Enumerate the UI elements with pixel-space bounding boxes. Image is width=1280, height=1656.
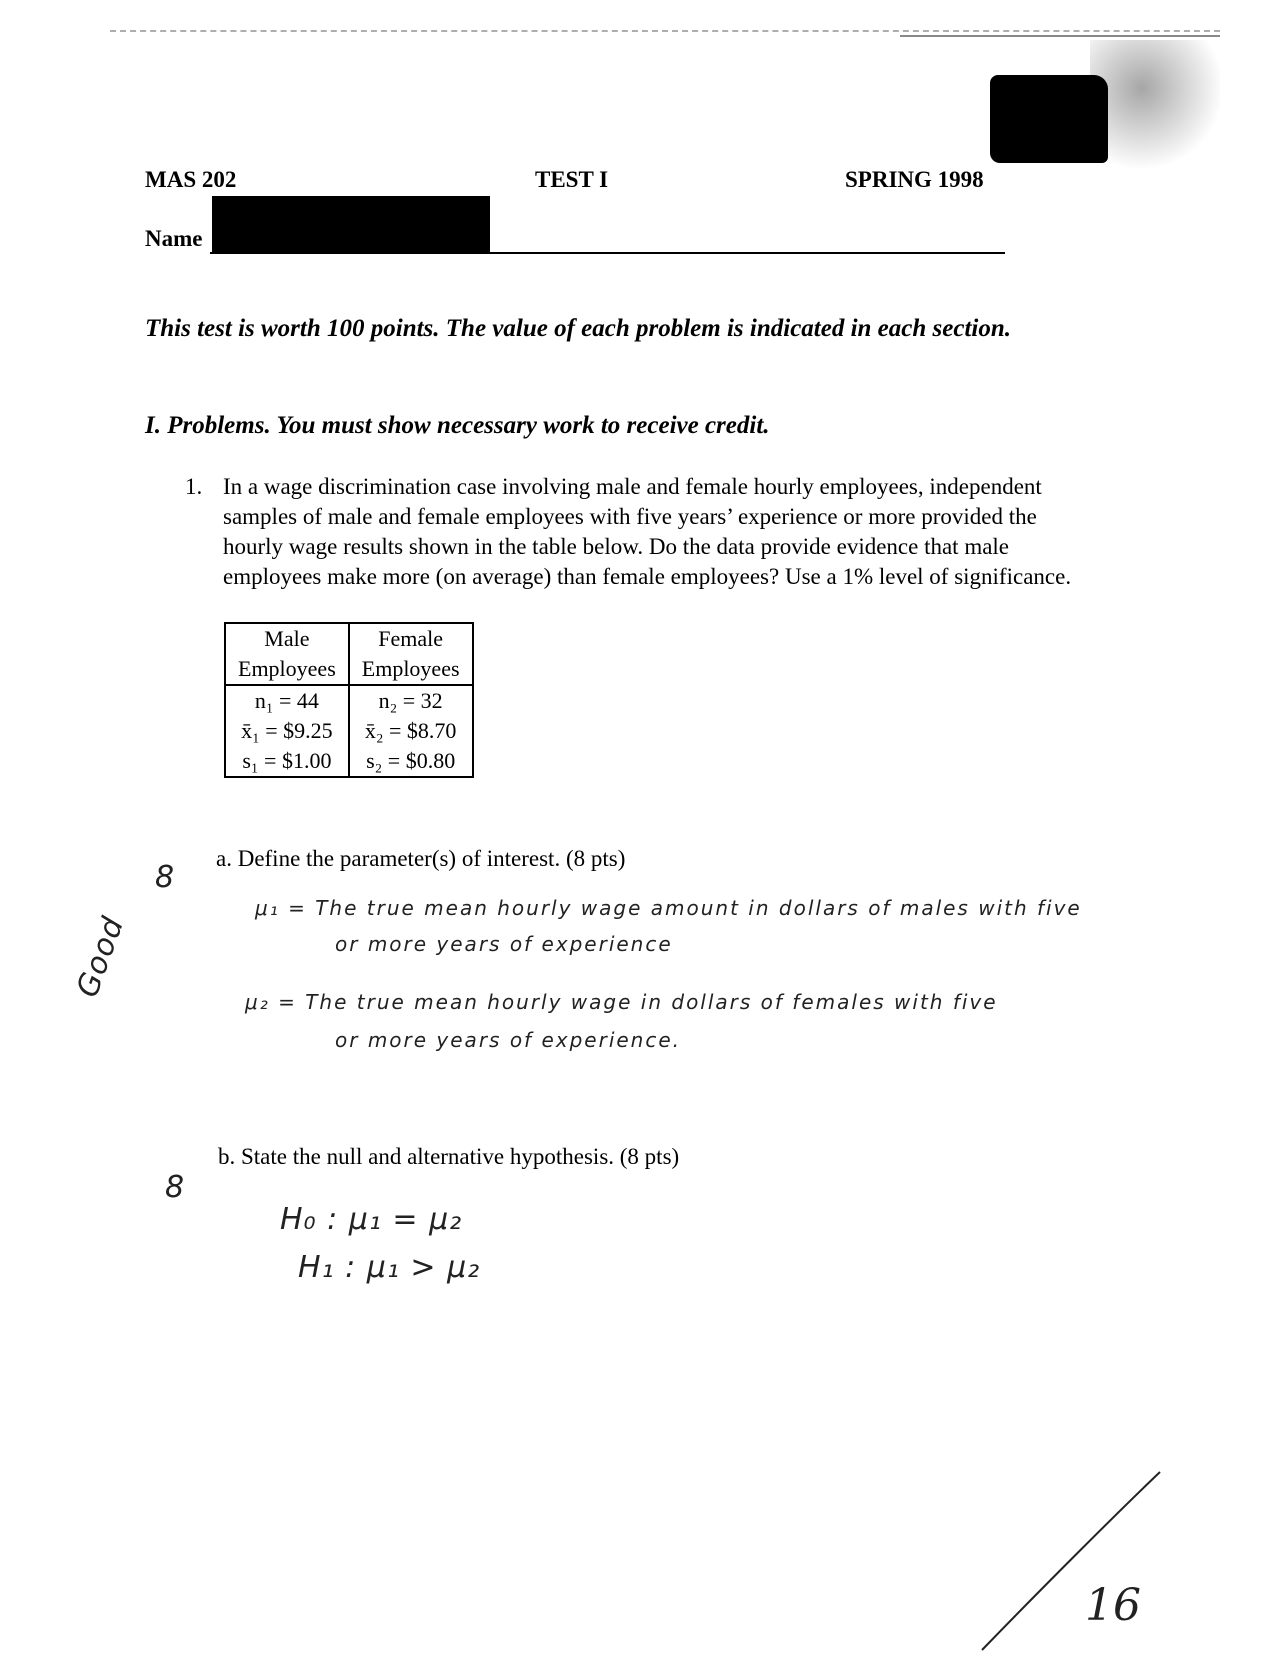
- table-cell: n₁ = 44: [225, 685, 349, 716]
- answer-a-line1: μ₁ = The true mean hourly wage amount in dollars of males with five: [255, 896, 1082, 920]
- scan-noise: [1090, 40, 1220, 200]
- wage-table: [224, 622, 474, 778]
- scan-top-line: [110, 30, 1220, 32]
- table-header-male-1: Male: [225, 623, 349, 654]
- part-b-question: b. State the null and alternative hypothesis. (8 pts): [218, 1144, 680, 1169]
- test-title: TEST I: [535, 167, 609, 192]
- table-cell: x̄₁ = $9.25: [225, 716, 349, 746]
- answer-b-alt: H₁ : μ₁ > μ₂: [298, 1250, 481, 1285]
- scan-top-line-solid: [900, 35, 1220, 37]
- table-header-male-2: Employees: [225, 654, 349, 685]
- intro-text: This test is worth 100 points. The value of each problem is indicated in each section.: [145, 315, 1011, 342]
- margin-note-handwritten: Good: [70, 912, 132, 1002]
- total-score-handwritten: 16: [1085, 1580, 1141, 1631]
- table-cell: x̄₂ = $8.70: [349, 716, 473, 746]
- problem-text: In a wage discrimination case involving male and female hourly employees, independent samples of male and female employees with five years’ experience or more provided the hourly wage results shown in the table below. Do the data provide evidence that male employees make more (on average) than female employees? Use a 1% level of significance.: [223, 474, 1072, 589]
- answer-a-line3: μ₂ = The true mean hourly wage in dollars of females with five: [245, 990, 998, 1014]
- part-a-question: a. Define the parameter(s) of interest. (8 pts): [216, 846, 626, 871]
- problem-1: [185, 472, 1085, 592]
- table-header-female-2: Employees: [349, 654, 473, 685]
- section-title: I. Problems. You must show necessary work to receive credit.: [145, 412, 770, 439]
- table-cell: s₁ = $1.00: [225, 746, 349, 777]
- name-label: Name: [145, 226, 203, 251]
- table-header-female-1: Female: [349, 623, 473, 654]
- answer-b-null: H₀ : μ₁ = μ₂: [280, 1202, 463, 1237]
- redaction-box-top: [990, 75, 1108, 163]
- course-code: MAS 202: [145, 167, 237, 192]
- table-row: [225, 716, 473, 746]
- score-a-handwritten: 8: [155, 860, 176, 895]
- score-b-handwritten: 8: [165, 1170, 186, 1205]
- table-row: [225, 746, 473, 777]
- table-cell: s₂ = $0.80: [349, 746, 473, 777]
- name-line: [210, 252, 1005, 254]
- table-cell: n₂ = 32: [349, 685, 473, 716]
- answer-a-line2: or more years of experience: [335, 932, 673, 956]
- name-redaction: [212, 196, 490, 252]
- term: SPRING 1998: [845, 167, 984, 192]
- table-row: [225, 685, 473, 716]
- problem-number: 1.: [185, 474, 203, 499]
- answer-a-line4: or more years of experience.: [335, 1028, 682, 1052]
